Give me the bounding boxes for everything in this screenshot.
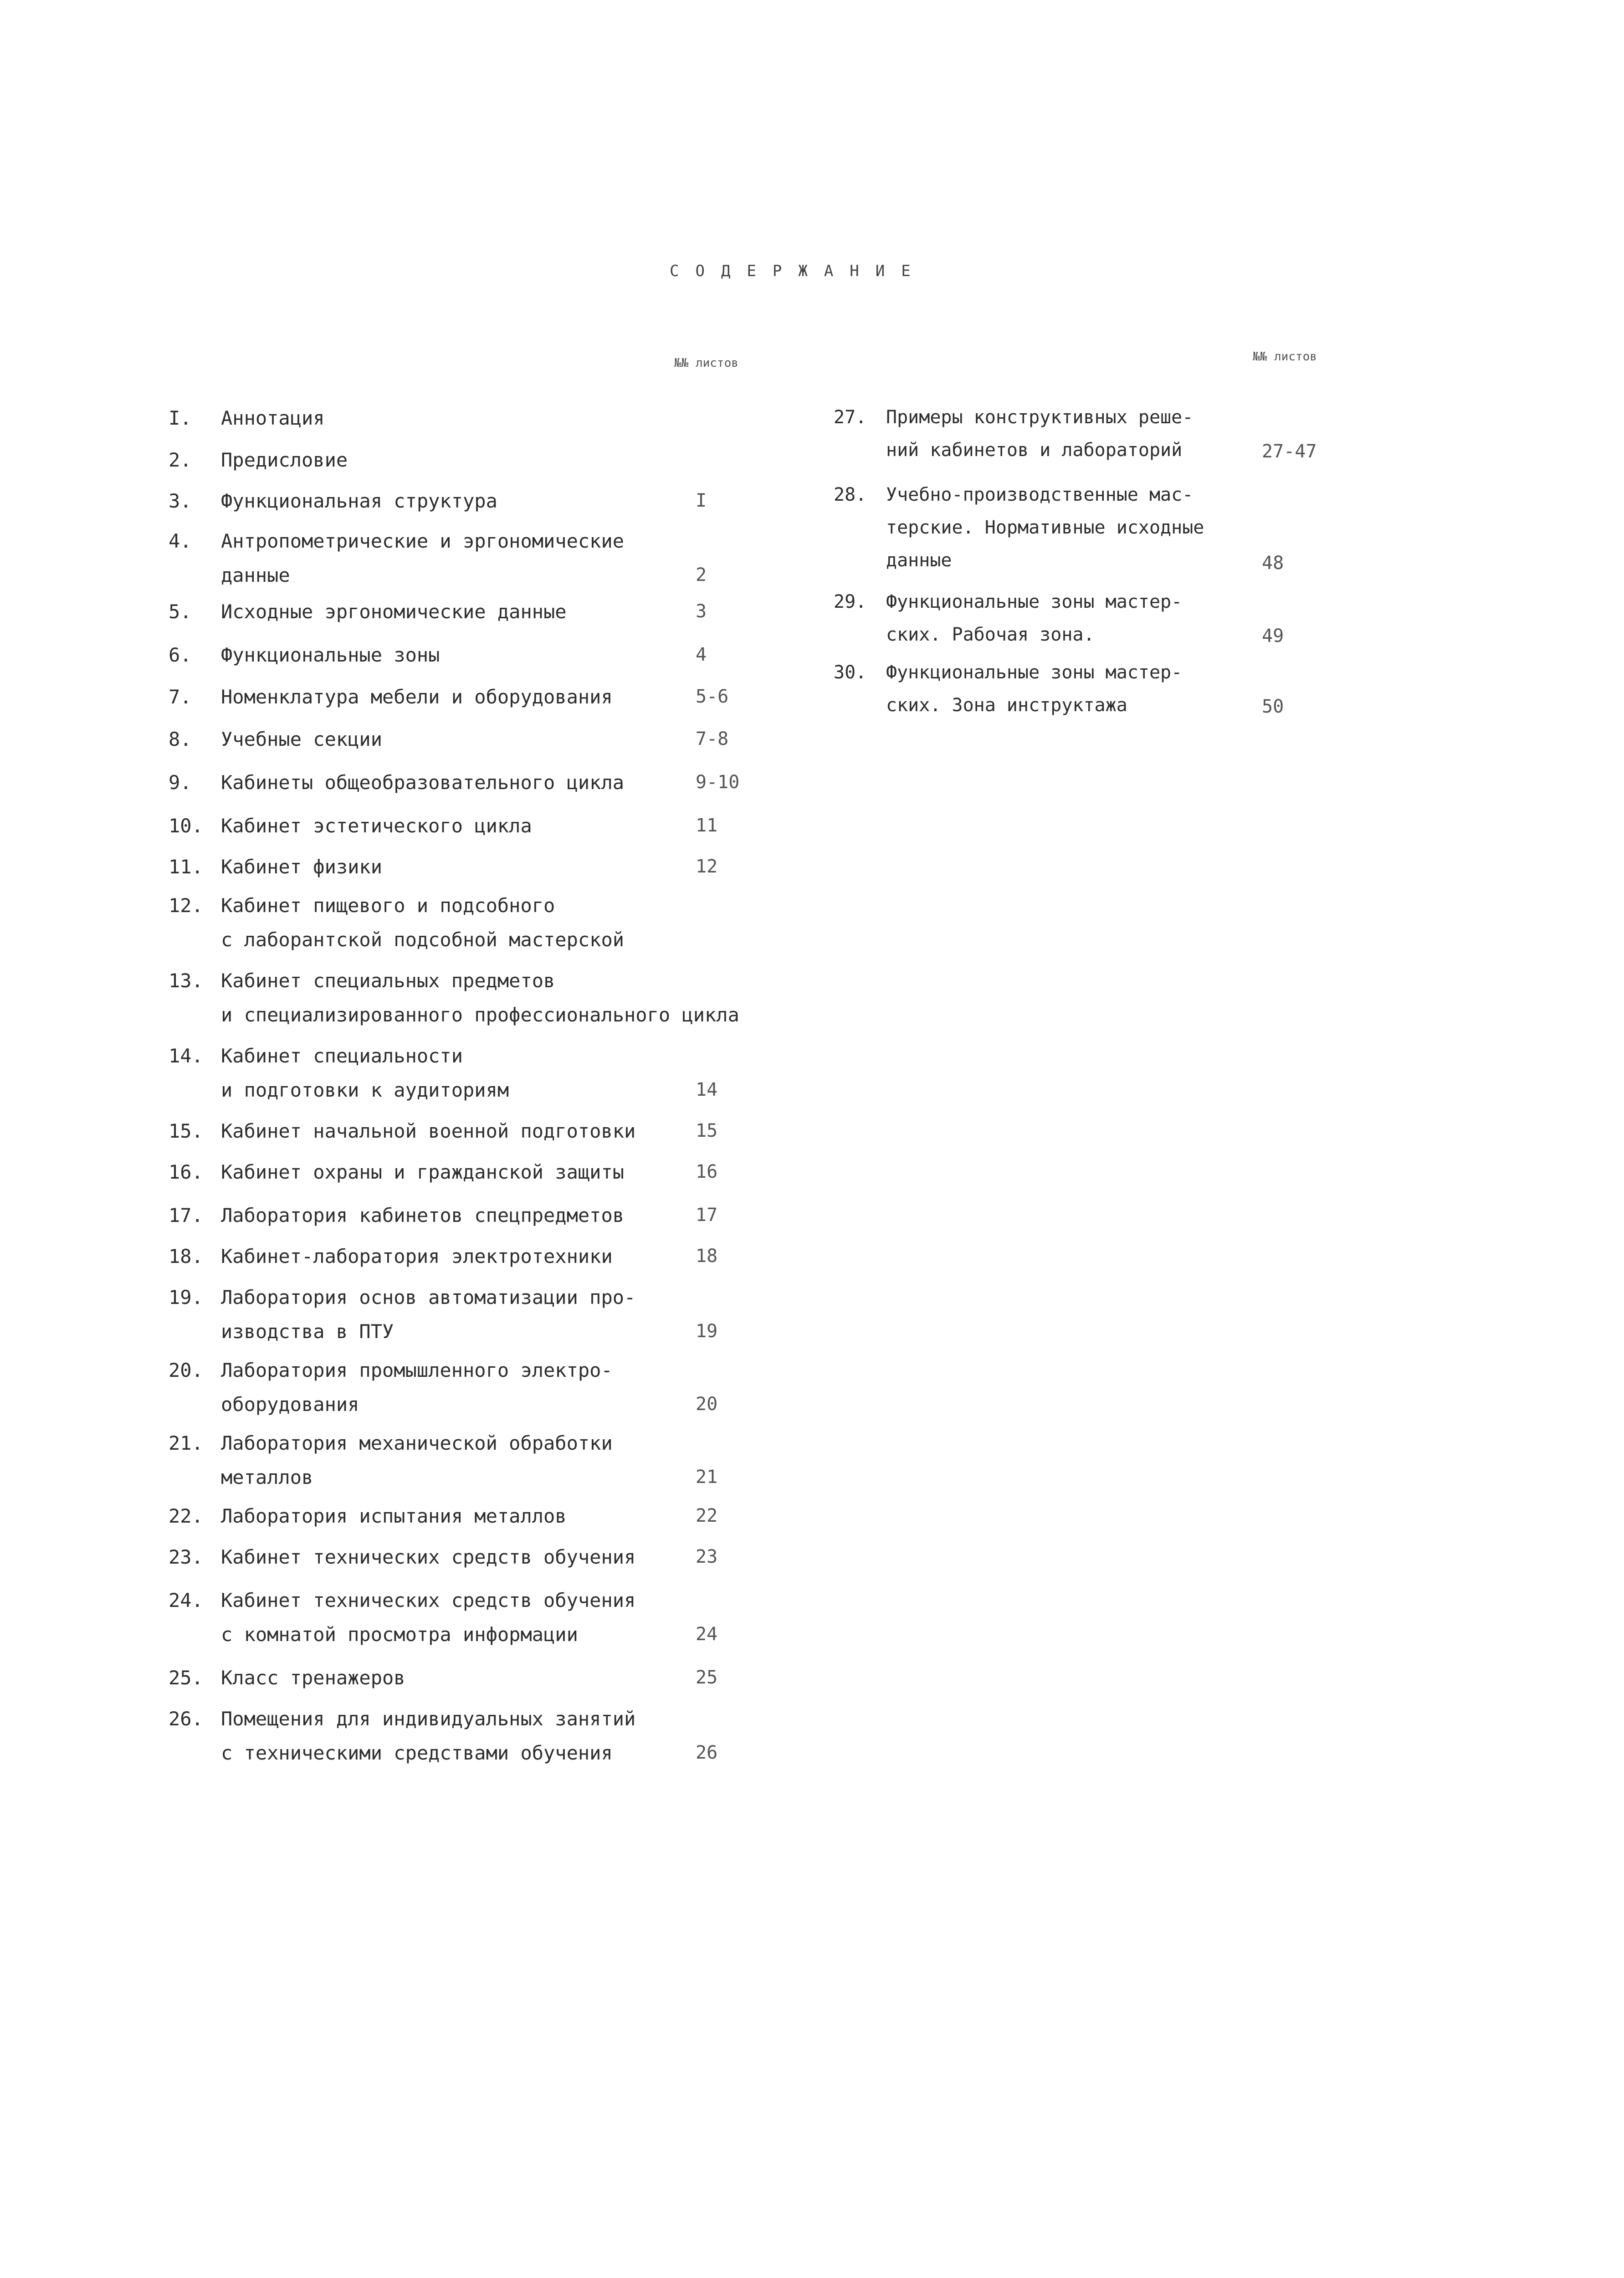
toc-entry-number: 6.: [169, 644, 192, 666]
toc-entry-text: и подготовки к аудиториям: [221, 1079, 509, 1101]
toc-entry: [169, 1540, 718, 1574]
toc-entry-number: 8.: [169, 728, 192, 750]
toc-entry-text: с техническими средствами обучения: [221, 1742, 613, 1764]
toc-entry-page: 3: [696, 601, 707, 622]
toc-entry-number: 7.: [169, 686, 192, 708]
toc-entry-number: I.: [169, 407, 192, 429]
toc-entry: [169, 680, 729, 714]
toc-entry-text: оборудования: [221, 1393, 359, 1416]
toc-entry-number: 19.: [169, 1286, 203, 1308]
toc-entry-page: 48: [1262, 553, 1284, 574]
toc-entry-number: 30.: [834, 662, 867, 683]
left-toc-column: [169, 401, 761, 1813]
toc-entry-text: Кабинет-лаборатория электротехники: [221, 1245, 613, 1267]
toc-entry-text: Кабинет пищевого и подсобного: [221, 894, 555, 917]
toc-entry-number: 18.: [169, 1245, 203, 1267]
toc-entry: [169, 850, 718, 884]
toc-entry-page: 11: [696, 815, 718, 836]
toc-entry: [169, 443, 348, 477]
toc-entry-text: Лаборатория промышленного электро-: [221, 1359, 613, 1381]
toc-entry-text: данные: [221, 564, 290, 586]
toc-entry-text: Кабинет специальности: [221, 1045, 463, 1067]
toc-entry-text: с комнатой просмотра информации: [221, 1623, 578, 1646]
right-toc-column: [834, 401, 1335, 765]
toc-entry-text: и специализированного профессионального цикла: [221, 1004, 739, 1026]
toc-entry-text: Аннотация: [221, 407, 325, 429]
toc-entry: [169, 765, 740, 800]
toc-entry: [169, 638, 707, 672]
toc-entry-page: 14: [696, 1079, 718, 1100]
toc-entry: [169, 524, 707, 592]
toc-entry-number: 14.: [169, 1045, 203, 1067]
toc-entry-number: 4.: [169, 530, 192, 552]
toc-entry-page: I: [696, 490, 707, 511]
toc-entry-number: 26.: [169, 1708, 203, 1730]
toc-entry-number: 9.: [169, 771, 192, 794]
toc-entry-text: Лаборатория кабинетов спецпредметов: [221, 1204, 625, 1226]
toc-entry: [834, 401, 1317, 467]
toc-entry-text: ний кабинетов и лабораторий: [886, 440, 1183, 461]
toc-entry-number: 16.: [169, 1161, 203, 1183]
toc-entry-page: 15: [696, 1120, 718, 1141]
toc-entry-text: Номенклатура мебели и оборудования: [221, 686, 613, 708]
toc-entry-text: Исходные эргономические данные: [221, 600, 567, 623]
toc-entry: [169, 809, 718, 843]
left-column-header: №№ листов: [674, 356, 738, 370]
toc-entry: [169, 722, 729, 756]
toc-entry-text: Предисловие: [221, 449, 348, 471]
toc-entry-number: 24.: [169, 1589, 203, 1611]
toc-entry-page: 18: [696, 1246, 718, 1267]
toc-entry-text: Лаборатория основ автоматизации про-: [221, 1286, 636, 1308]
toc-entry-text: Лаборатория механической обработки: [221, 1432, 613, 1454]
toc-entry: [169, 1039, 718, 1107]
toc-entry: [169, 595, 707, 629]
toc-entry-page: 7-8: [696, 729, 729, 749]
toc-entry: [169, 1353, 718, 1421]
toc-entry-page: 50: [1262, 696, 1284, 717]
toc-entry-number: 12.: [169, 894, 203, 917]
toc-entry: [169, 1426, 718, 1494]
toc-entry-number: 27.: [834, 407, 867, 428]
toc-entry-text: Функциональная структура: [221, 490, 497, 512]
toc-entry-page: 23: [696, 1546, 718, 1567]
toc-entry: [169, 888, 624, 957]
toc-entry-number: 2.: [169, 449, 192, 471]
toc-entry-text: Класс тренажеров: [221, 1667, 405, 1689]
toc-entry-number: 11.: [169, 856, 203, 878]
toc-entry: [834, 478, 1284, 577]
page-title: СОДЕРЖАНИЕ: [670, 262, 927, 280]
toc-entry-number: 5.: [169, 600, 192, 623]
toc-entry: [169, 484, 707, 518]
toc-entry-text: Лаборатория испытания металлов: [221, 1505, 567, 1527]
toc-entry-text: с лаборантской подсобной мастерской: [221, 929, 625, 951]
toc-entry-number: 17.: [169, 1204, 203, 1226]
toc-entry-page: 4: [696, 644, 707, 665]
toc-entry-page: 9-10: [696, 772, 740, 793]
toc-entry-text: Кабинет охраны и гражданской защиты: [221, 1161, 625, 1183]
toc-entry: [169, 1239, 718, 1273]
toc-entry-number: 22.: [169, 1505, 203, 1527]
toc-entry: [169, 401, 325, 435]
toc-entry: [169, 1583, 718, 1652]
toc-entry-text: Функциональные зоны мастер-: [886, 662, 1183, 683]
toc-entry-number: 3.: [169, 490, 192, 512]
toc-entry-page: 26: [696, 1742, 718, 1763]
toc-entry-page: 20: [696, 1394, 718, 1415]
toc-entry-number: 28.: [834, 484, 867, 505]
toc-entry-page: 2: [696, 564, 707, 585]
toc-entry-page: 25: [696, 1667, 718, 1688]
toc-entry-text: изводства в ПТУ: [221, 1320, 394, 1343]
toc-entry-text: металлов: [221, 1466, 313, 1488]
toc-entry-text: ских. Рабочая зона.: [886, 624, 1095, 645]
toc-entry-text: Функциональные зоны: [221, 644, 440, 666]
toc-entry-text: ских. Зона инструктажа: [886, 695, 1127, 716]
toc-entry-text: данные: [886, 550, 952, 571]
toc-entry-text: Учебные секции: [221, 728, 383, 750]
toc-entry-number: 23.: [169, 1546, 203, 1568]
toc-entry: [169, 1198, 718, 1232]
toc-entry: [169, 1702, 718, 1770]
toc-entry: [169, 1661, 718, 1695]
toc-entry-page: 19: [696, 1321, 718, 1342]
toc-entry-page: 5-6: [696, 686, 729, 707]
toc-entry-text: Примеры конструктивных реше-: [886, 407, 1194, 428]
toc-entry: [169, 1114, 718, 1148]
toc-entry: [834, 656, 1284, 722]
toc-entry-page: 21: [696, 1467, 718, 1488]
toc-entry-text: Кабинет физики: [221, 856, 383, 878]
toc-entry-number: 29.: [834, 591, 867, 612]
toc-entry-text: Помещения для индивидуальных занятий: [221, 1708, 636, 1730]
toc-entry-text: Антропометрические и эргономические: [221, 530, 625, 552]
toc-entry-number: 21.: [169, 1432, 203, 1454]
toc-entry-number: 13.: [169, 970, 203, 992]
toc-entry: [169, 1280, 718, 1349]
toc-entry: [169, 1155, 718, 1189]
toc-entry: [169, 964, 739, 1032]
toc-entry-number: 15.: [169, 1120, 203, 1142]
toc-entry-page: 27-47: [1262, 441, 1317, 462]
toc-entry-text: Кабинет специальных предметов: [221, 970, 555, 992]
toc-entry-text: Кабинет технических средств обучения: [221, 1546, 636, 1568]
toc-entry-page: 17: [696, 1205, 718, 1226]
toc-entry-text: Кабинет начальной военной подготовки: [221, 1120, 636, 1142]
toc-entry: [169, 1499, 718, 1533]
toc-entry-page: 49: [1262, 626, 1284, 646]
right-column-header: №№ листов: [1253, 350, 1317, 364]
toc-entry-text: Кабинеты общеобразовательного цикла: [221, 771, 625, 794]
toc-entry-page: 24: [696, 1624, 718, 1645]
toc-entry-number: 25.: [169, 1667, 203, 1689]
toc-entry-number: 10.: [169, 815, 203, 837]
toc-entry-page: 22: [696, 1505, 718, 1526]
toc-entry-text: терские. Нормативные исходные: [886, 517, 1204, 538]
toc-entry-number: 20.: [169, 1359, 203, 1381]
toc-entry-text: Кабинет технических средств обучения: [221, 1589, 636, 1611]
toc-entry-text: Функциональные зоны мастер-: [886, 591, 1183, 612]
toc-entry-page: 16: [696, 1161, 718, 1182]
toc-entry-text: Кабинет эстетического цикла: [221, 815, 532, 837]
toc-entry-page: 12: [696, 856, 718, 877]
toc-entry: [834, 585, 1284, 651]
toc-entry-text: Учебно-производственные мас-: [886, 484, 1194, 505]
